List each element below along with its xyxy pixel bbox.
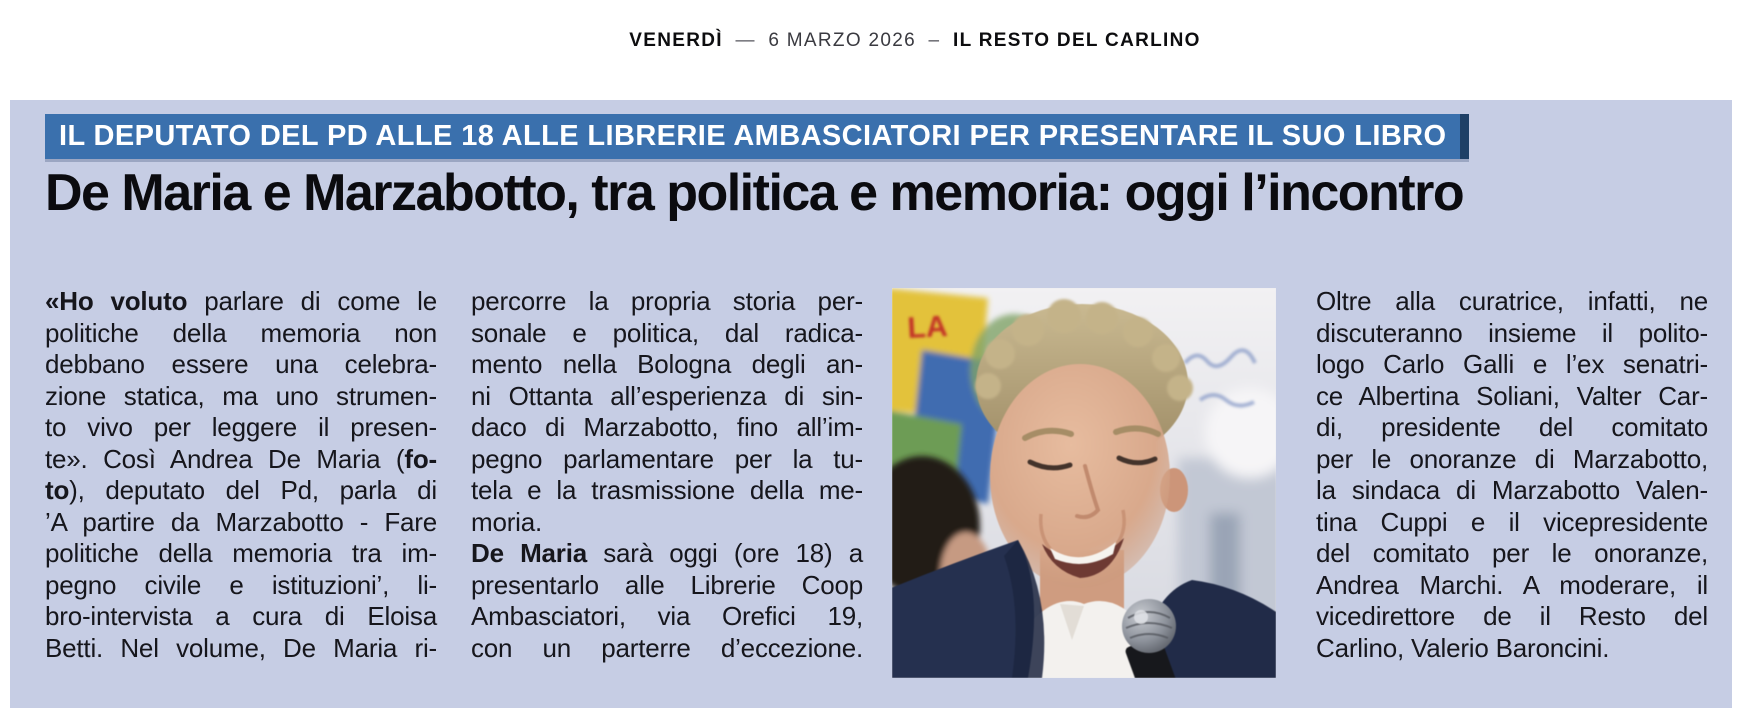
article-line: Oltre alla curatrice, infatti, ne	[1316, 286, 1708, 316]
kicker-label: IL DEPUTATO DEL PD ALLE 18 ALLE LIBRERIE AMBASCIATORI PER PRESENTARE IL SUO LIBRO	[59, 120, 1447, 152]
article-line: discuteranno insieme il polito-	[1316, 317, 1708, 348]
photo-illustration	[892, 288, 1276, 678]
article-line: per le onoranze di Marzabotto,	[1316, 443, 1708, 474]
article-line: la sindaca di Marzabotto Valen-	[1316, 475, 1708, 505]
article-line: Andrea Marchi. A moderare, il	[1316, 569, 1708, 600]
masthead-separator-2: –	[928, 30, 941, 51]
article-line: debbano essere una celebra-	[45, 349, 437, 379]
kicker-bar	[45, 114, 1469, 159]
photo-poster-text: LA	[906, 309, 949, 345]
article-line: Betti. Nel volume, De Maria ri-	[45, 632, 437, 663]
masthead-paper-title: IL RESTO DEL CARLINO	[953, 30, 1201, 51]
article-line: presentarlo alle Librerie Coop	[471, 569, 863, 600]
article-line: politiche della memoria non	[45, 317, 437, 348]
article-line: ce Albertina Soliani, Valter Car-	[1316, 380, 1708, 411]
masthead-separator: —	[735, 30, 756, 51]
article-line: «Ho voluto parlare di come le	[45, 286, 437, 316]
article-line: mento nella Bologna degli an-	[471, 349, 863, 379]
article-line: zione statica, ma uno strumen-	[45, 380, 437, 411]
article-photo	[892, 288, 1276, 678]
article-line: del comitato per le onoranze,	[1316, 538, 1708, 568]
article-line: sonale e politica, dal radica-	[471, 317, 863, 348]
article-line: vicedirettore de il Resto del	[1316, 601, 1708, 631]
masthead-date: 6 MARZO 2026	[768, 30, 916, 51]
article-line: politiche della memoria tra im-	[45, 538, 437, 568]
article-line: daco di Marzabotto, fino all’im-	[471, 412, 863, 442]
article-block	[10, 100, 1732, 708]
article-column-3	[1316, 286, 1708, 664]
article-line: con un parterre d’eccezione.	[471, 632, 863, 663]
article-line: tela e la trasmissione della me-	[471, 475, 863, 505]
article-column-1	[45, 286, 437, 664]
article-column-2	[471, 286, 863, 664]
article-line: ni Ottanta all’esperienza di sin-	[471, 380, 863, 411]
article-line: pegno parlamentare per la tu-	[471, 443, 863, 474]
article-line: pegno civile e istituzioni’, li-	[45, 569, 437, 600]
article-line: moria.	[471, 506, 543, 537]
masthead	[45, 30, 1740, 52]
article-line: percorre la propria storia per-	[471, 286, 863, 316]
article-line: De Maria sarà oggi (ore 18) a	[471, 538, 863, 568]
article-line: to), deputato del Pd, parla di	[45, 475, 437, 505]
article-line: tina Cuppi e il vicepresidente	[1316, 506, 1708, 537]
article-line: ’A partire da Marzabotto - Fare	[45, 506, 437, 537]
headline: De Maria e Marzabotto, tra politica e memoria: oggi l’incontro	[45, 164, 1464, 222]
article-line: te». Così Andrea De Maria (fo-	[45, 443, 437, 474]
article-line: to vivo per leggere il presen-	[45, 412, 437, 442]
article-line: logo Carlo Galli e l’ex senatri-	[1316, 349, 1708, 379]
article-line: di, presidente del comitato	[1316, 412, 1708, 442]
masthead-day: VENERDÌ	[629, 30, 723, 51]
article-line: Carlino, Valerio Baroncini.	[1316, 632, 1610, 663]
article-line: bro-intervista a cura di Eloisa	[45, 601, 437, 631]
article-line: Ambasciatori, via Orefici 19,	[471, 601, 863, 631]
